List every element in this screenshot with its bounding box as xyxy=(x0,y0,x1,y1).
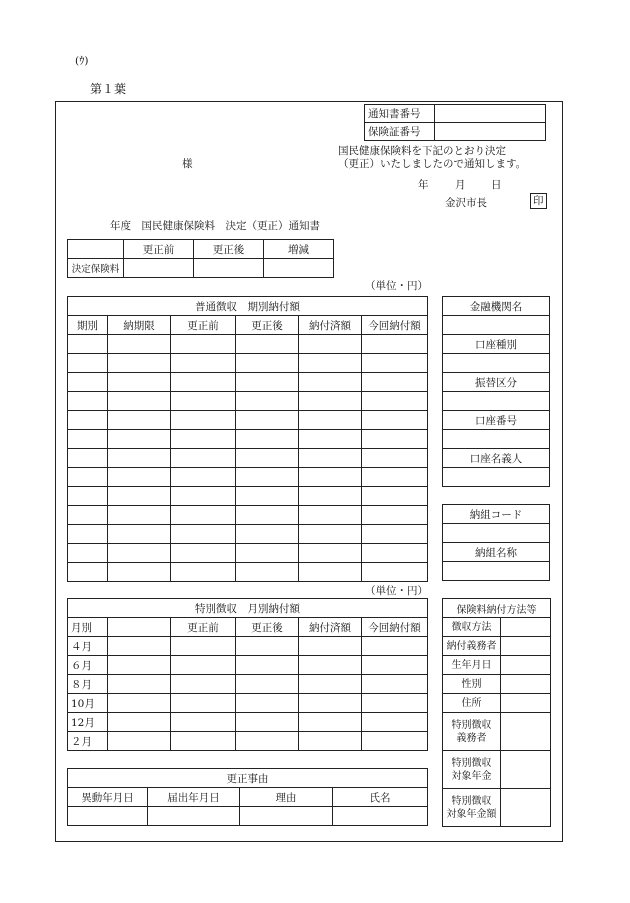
special-row xyxy=(68,637,428,656)
method-value[interactable] xyxy=(501,713,551,751)
normal-cell[interactable] xyxy=(108,373,171,392)
normal-row xyxy=(68,563,428,582)
normal-row xyxy=(68,544,428,563)
special-cell[interactable] xyxy=(108,675,171,694)
special-cell[interactable] xyxy=(171,675,236,694)
normal-cell[interactable] xyxy=(236,335,299,354)
month-label: ６月 xyxy=(68,656,108,675)
special-cell[interactable] xyxy=(236,675,299,694)
normal-cell[interactable] xyxy=(68,468,108,487)
normal-cell[interactable] xyxy=(68,354,108,373)
normal-header: 納期限 xyxy=(108,316,171,335)
normal-cell[interactable] xyxy=(171,373,236,392)
correction-cell[interactable] xyxy=(148,807,240,826)
normal-cell[interactable] xyxy=(362,449,428,468)
correction-header: 異動年月日 xyxy=(68,788,148,807)
method-row xyxy=(443,751,551,789)
normal-row xyxy=(68,449,428,468)
normal-cell[interactable] xyxy=(236,449,299,468)
method-row xyxy=(443,789,551,827)
notice-line2: （更正）いたしましたので通知します。 xyxy=(338,158,527,170)
normal-cell[interactable] xyxy=(108,544,171,563)
method-label: 生年月日 xyxy=(443,656,501,675)
bank-label: 振替区分 xyxy=(443,373,550,392)
notice-no-label: 通知書番号 xyxy=(365,105,435,123)
group-value[interactable] xyxy=(443,562,550,581)
special-title: 特別徴収 月別納付額 xyxy=(68,599,428,618)
special-row xyxy=(68,675,428,694)
special-cell[interactable] xyxy=(299,656,362,675)
normal-cell[interactable] xyxy=(236,525,299,544)
normal-cell[interactable] xyxy=(108,354,171,373)
special-cell[interactable] xyxy=(299,732,362,751)
method-value[interactable] xyxy=(501,694,551,713)
normal-row xyxy=(68,411,428,430)
method-label: 特別徴収 対象年金額 xyxy=(443,789,501,827)
normal-cell[interactable] xyxy=(362,563,428,582)
method-value[interactable] xyxy=(501,789,551,827)
normal-collection-table xyxy=(67,296,428,582)
group-value[interactable] xyxy=(443,524,550,543)
normal-cell[interactable] xyxy=(299,392,362,411)
normal-cell[interactable] xyxy=(299,544,362,563)
normal-cell[interactable] xyxy=(171,487,236,506)
normal-cell[interactable] xyxy=(299,335,362,354)
month-label: ２月 xyxy=(68,732,108,751)
special-cell[interactable] xyxy=(236,656,299,675)
special-cell[interactable] xyxy=(299,675,362,694)
normal-cell[interactable] xyxy=(68,335,108,354)
normal-row xyxy=(68,335,428,354)
normal-cell[interactable] xyxy=(362,506,428,525)
normal-header: 更正前 xyxy=(171,316,236,335)
method-row xyxy=(443,694,551,713)
special-header: 今回納付額 xyxy=(362,618,428,637)
normal-cell[interactable] xyxy=(299,525,362,544)
summary-row-label: 決定保険料 xyxy=(68,259,124,278)
form-code: (ｳ) xyxy=(75,55,89,67)
normal-cell[interactable] xyxy=(108,506,171,525)
normal-row xyxy=(68,392,428,411)
bank-table xyxy=(442,296,550,487)
method-label: 特別徴収 対象年金 xyxy=(443,751,501,789)
bank-value[interactable] xyxy=(443,392,550,411)
month-label: 10月 xyxy=(68,694,108,713)
correction-title: 更正事由 xyxy=(68,769,428,788)
special-cell[interactable] xyxy=(236,694,299,713)
special-cell[interactable] xyxy=(362,732,428,751)
normal-row xyxy=(68,525,428,544)
normal-row xyxy=(68,373,428,392)
method-row xyxy=(443,656,551,675)
normal-cell[interactable] xyxy=(236,468,299,487)
method-row xyxy=(443,637,551,656)
normal-title: 普通徴収 期別納付額 xyxy=(68,297,428,316)
method-label: 特別徴収 義務者 xyxy=(443,713,501,751)
method-label: 住所 xyxy=(443,694,501,713)
special-cell[interactable] xyxy=(362,637,428,656)
special-header xyxy=(108,618,171,637)
method-value[interactable] xyxy=(501,618,551,637)
correction-header: 届出年月日 xyxy=(148,788,240,807)
normal-cell[interactable] xyxy=(108,525,171,544)
special-cell[interactable] xyxy=(236,637,299,656)
normal-cell[interactable] xyxy=(362,392,428,411)
method-value[interactable] xyxy=(501,656,551,675)
bank-label: 口座名義人 xyxy=(443,449,550,468)
normal-cell[interactable] xyxy=(299,430,362,449)
date-day: 日 xyxy=(491,179,502,191)
normal-cell[interactable] xyxy=(299,373,362,392)
method-row xyxy=(443,713,551,751)
normal-cell[interactable] xyxy=(108,563,171,582)
mayor-name: 金沢市長 xyxy=(445,197,487,209)
month-label: 12月 xyxy=(68,713,108,732)
normal-cell[interactable] xyxy=(362,335,428,354)
normal-cell[interactable] xyxy=(68,411,108,430)
method-value[interactable] xyxy=(501,675,551,694)
special-header: 月別 xyxy=(68,618,108,637)
normal-cell[interactable] xyxy=(362,544,428,563)
normal-cell[interactable] xyxy=(108,430,171,449)
method-value[interactable] xyxy=(501,637,551,656)
normal-row xyxy=(68,487,428,506)
page-label: 第１葉 xyxy=(90,82,127,96)
normal-cell[interactable] xyxy=(68,487,108,506)
date-year: 年 xyxy=(418,179,429,191)
normal-row xyxy=(68,506,428,525)
method-title: 保険料納付方法等 xyxy=(443,599,551,618)
special-cell[interactable] xyxy=(108,713,171,732)
normal-cell[interactable] xyxy=(68,373,108,392)
summary-cell[interactable] xyxy=(194,259,264,278)
special-cell[interactable] xyxy=(108,732,171,751)
insurance-no-field[interactable] xyxy=(435,123,546,141)
normal-cell[interactable] xyxy=(171,468,236,487)
normal-cell[interactable] xyxy=(108,392,171,411)
id-box xyxy=(364,104,546,141)
method-table xyxy=(442,598,551,827)
normal-cell[interactable] xyxy=(171,335,236,354)
correction-cell[interactable] xyxy=(68,807,148,826)
normal-cell[interactable] xyxy=(236,411,299,430)
summary-header-before: 更正前 xyxy=(124,240,194,259)
month-label: ８月 xyxy=(68,675,108,694)
method-row xyxy=(443,618,551,637)
group-label: 納組名称 xyxy=(443,543,550,562)
special-cell[interactable] xyxy=(108,694,171,713)
normal-row xyxy=(68,430,428,449)
normal-header: 更正後 xyxy=(236,316,299,335)
normal-cell[interactable] xyxy=(171,544,236,563)
special-cell[interactable] xyxy=(236,732,299,751)
normal-cell[interactable] xyxy=(171,354,236,373)
normal-cell[interactable] xyxy=(299,506,362,525)
special-row xyxy=(68,656,428,675)
normal-cell[interactable] xyxy=(108,335,171,354)
doc-title: 年度 国民健康保険料 決定（更正）通知書 xyxy=(110,220,320,232)
summary-header-diff: 増減 xyxy=(264,240,334,259)
normal-cell[interactable] xyxy=(236,354,299,373)
normal-cell[interactable] xyxy=(236,430,299,449)
normal-cell[interactable] xyxy=(299,487,362,506)
special-cell[interactable] xyxy=(171,713,236,732)
normal-cell[interactable] xyxy=(299,563,362,582)
normal-cell[interactable] xyxy=(108,449,171,468)
special-header: 更正前 xyxy=(171,618,236,637)
special-cell[interactable] xyxy=(108,656,171,675)
special-cell[interactable] xyxy=(362,656,428,675)
special-cell[interactable] xyxy=(171,656,236,675)
normal-cell[interactable] xyxy=(68,544,108,563)
bank-label: 金融機関名 xyxy=(443,297,550,316)
normal-cell[interactable] xyxy=(236,563,299,582)
normal-cell[interactable] xyxy=(362,468,428,487)
special-collection-table xyxy=(67,598,428,751)
normal-cell[interactable] xyxy=(236,392,299,411)
summary-cell[interactable] xyxy=(124,259,194,278)
method-row xyxy=(443,675,551,694)
normal-header: 今回納付額 xyxy=(362,316,428,335)
honorific: 様 xyxy=(182,158,193,170)
normal-row xyxy=(68,354,428,373)
insurance-no-label: 保険証番号 xyxy=(365,123,435,141)
method-label: 性別 xyxy=(443,675,501,694)
correction-cell[interactable] xyxy=(333,807,428,826)
normal-cell[interactable] xyxy=(362,487,428,506)
normal-cell[interactable] xyxy=(362,430,428,449)
special-row xyxy=(68,732,428,751)
special-cell[interactable] xyxy=(171,732,236,751)
special-header: 納付済額 xyxy=(299,618,362,637)
normal-cell[interactable] xyxy=(362,373,428,392)
month-label: ４月 xyxy=(68,637,108,656)
bank-value[interactable] xyxy=(443,468,550,487)
unit-label-1: （単位・円） xyxy=(365,280,428,292)
normal-cell[interactable] xyxy=(171,525,236,544)
normal-cell[interactable] xyxy=(171,430,236,449)
special-cell[interactable] xyxy=(236,713,299,732)
special-row xyxy=(68,713,428,732)
normal-cell[interactable] xyxy=(68,525,108,544)
special-cell[interactable] xyxy=(171,637,236,656)
normal-cell[interactable] xyxy=(108,487,171,506)
method-label: 徴収方法 xyxy=(443,618,501,637)
normal-cell[interactable] xyxy=(68,430,108,449)
bank-value[interactable] xyxy=(443,354,550,373)
summary-header-blank xyxy=(68,240,124,259)
normal-cell[interactable] xyxy=(299,411,362,430)
special-row xyxy=(68,694,428,713)
normal-cell[interactable] xyxy=(171,449,236,468)
normal-cell[interactable] xyxy=(68,563,108,582)
date-month: 月 xyxy=(455,179,466,191)
bank-value[interactable] xyxy=(443,430,550,449)
normal-cell[interactable] xyxy=(236,506,299,525)
normal-cell[interactable] xyxy=(171,411,236,430)
special-cell[interactable] xyxy=(362,694,428,713)
seal-mark: 印 xyxy=(530,193,547,209)
normal-cell[interactable] xyxy=(68,506,108,525)
notice-no-field[interactable] xyxy=(435,105,546,123)
normal-cell[interactable] xyxy=(68,392,108,411)
normal-row xyxy=(68,468,428,487)
normal-cell[interactable] xyxy=(299,354,362,373)
unit-label-2: （単位・円） xyxy=(365,585,428,597)
special-cell[interactable] xyxy=(299,637,362,656)
summary-table xyxy=(67,239,334,278)
correction-cell[interactable] xyxy=(240,807,333,826)
normal-cell[interactable] xyxy=(68,449,108,468)
special-cell[interactable] xyxy=(299,694,362,713)
group-table xyxy=(442,504,550,581)
normal-cell[interactable] xyxy=(236,373,299,392)
normal-cell[interactable] xyxy=(299,468,362,487)
normal-header: 納付済額 xyxy=(299,316,362,335)
normal-cell[interactable] xyxy=(108,468,171,487)
summary-cell[interactable] xyxy=(264,259,334,278)
special-cell[interactable] xyxy=(362,675,428,694)
normal-cell[interactable] xyxy=(299,449,362,468)
correction-table xyxy=(67,768,428,826)
normal-cell[interactable] xyxy=(171,392,236,411)
normal-cell[interactable] xyxy=(108,411,171,430)
normal-cell[interactable] xyxy=(362,354,428,373)
method-value[interactable] xyxy=(501,751,551,789)
special-cell[interactable] xyxy=(108,637,171,656)
normal-cell[interactable] xyxy=(236,544,299,563)
normal-cell[interactable] xyxy=(362,411,428,430)
normal-cell[interactable] xyxy=(171,506,236,525)
normal-cell[interactable] xyxy=(171,563,236,582)
special-header: 更正後 xyxy=(236,618,299,637)
bank-label: 口座種別 xyxy=(443,335,550,354)
bank-value[interactable] xyxy=(443,316,550,335)
correction-header: 理由 xyxy=(240,788,333,807)
group-label: 納組コード xyxy=(443,505,550,524)
normal-cell[interactable] xyxy=(236,487,299,506)
normal-cell[interactable] xyxy=(362,525,428,544)
notice-line1: 国民健康保険料を下記のとおり決定 xyxy=(338,145,506,157)
method-label: 納付義務者 xyxy=(443,637,501,656)
bank-label: 口座番号 xyxy=(443,411,550,430)
correction-header: 氏名 xyxy=(333,788,428,807)
summary-header-after: 更正後 xyxy=(194,240,264,259)
special-cell[interactable] xyxy=(299,713,362,732)
normal-header: 期別 xyxy=(68,316,108,335)
special-cell[interactable] xyxy=(171,694,236,713)
special-cell[interactable] xyxy=(362,713,428,732)
